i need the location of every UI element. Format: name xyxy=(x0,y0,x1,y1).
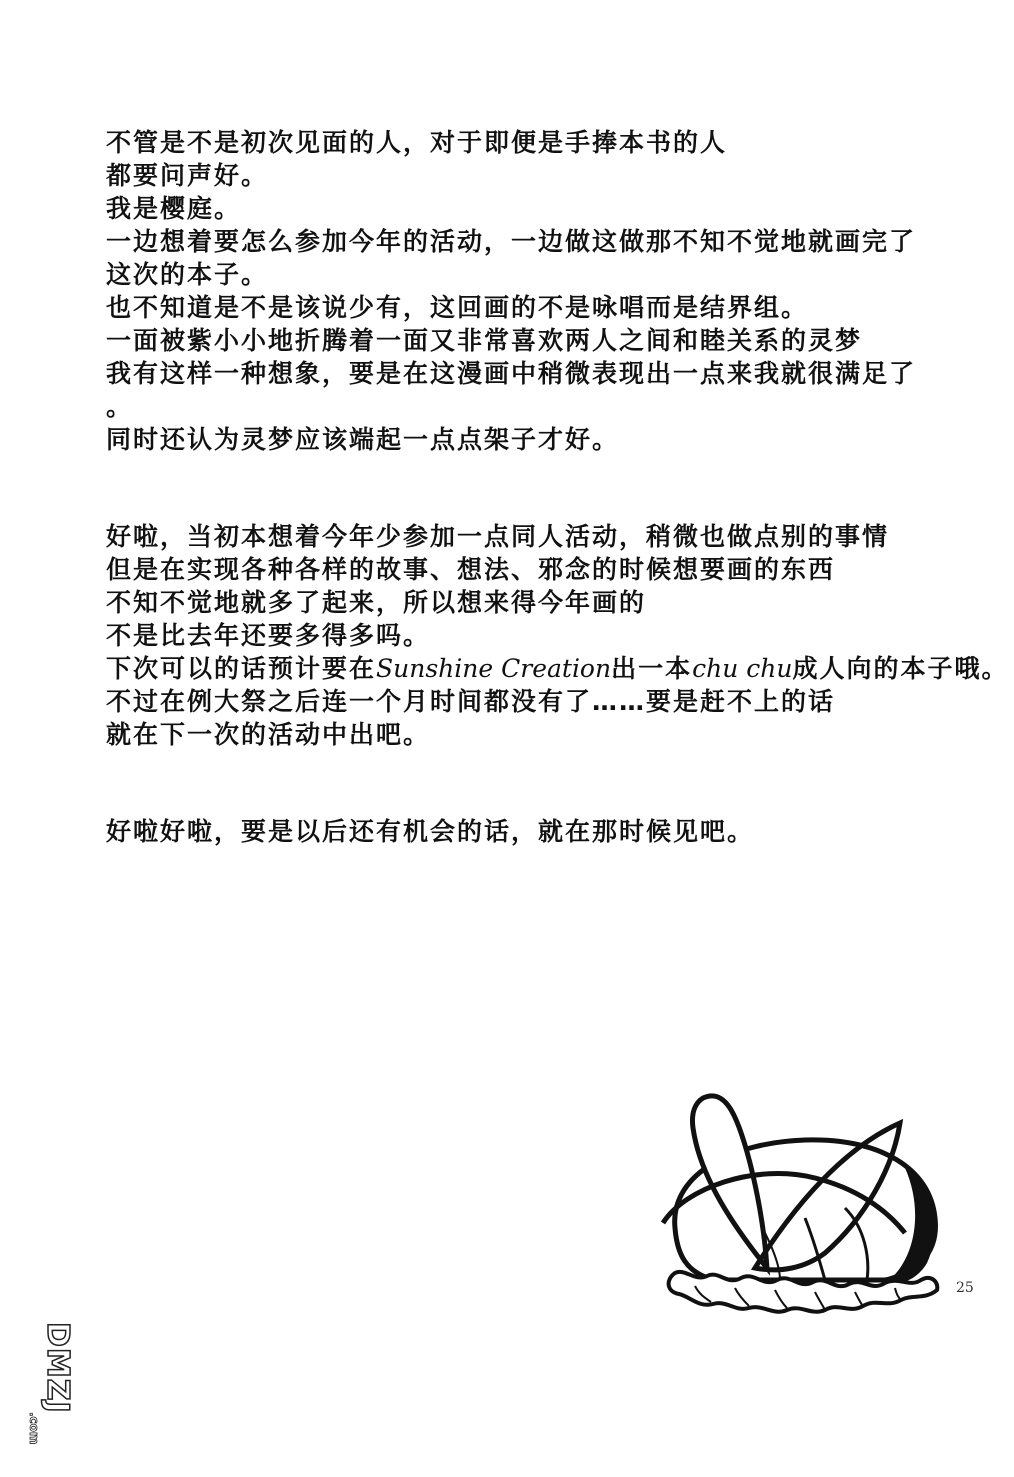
text-segment: 下次可以的话预计要在 xyxy=(106,654,377,683)
text-segment: 成人向的本子哦。 xyxy=(792,654,1009,683)
site-watermark-logo xyxy=(12,1320,75,1450)
paragraph-3 xyxy=(106,815,996,848)
text-line: 我是樱庭。 xyxy=(106,194,242,223)
text-line: 这次的本子。 xyxy=(106,260,269,289)
paragraph-2 xyxy=(106,520,1009,751)
watermark-logo-text: DMZJ xyxy=(40,1322,75,1414)
book-title: chu chu xyxy=(692,654,793,683)
text-segment: 出一本 xyxy=(611,654,693,683)
paragraph-1 xyxy=(106,126,996,456)
paragraph-spacer xyxy=(106,751,996,815)
text-line: 不知不觉地就多了起来，所以想来得今年画的 xyxy=(106,588,647,617)
text-line: 但是在实现各种各样的故事、想法、邪念的时候想要画的东西 xyxy=(106,555,836,584)
mob-cap-illustration xyxy=(655,1068,945,1323)
paragraph-spacer xyxy=(106,456,996,520)
text-line: 就在下一次的活动中出吧。 xyxy=(106,720,431,749)
page-number: 25 xyxy=(956,1280,974,1296)
text-line: 同时还认为灵梦应该端起一点点架子才好。 xyxy=(106,425,620,454)
text-line: 一面被紫小小地折腾着一面又非常喜欢两人之间和睦关系的灵梦 xyxy=(106,326,863,355)
text-line-mixed xyxy=(106,652,1009,685)
text-line: 好啦，当初本想着今年少参加一点同人活动，稍微也做点别的事情 xyxy=(106,522,890,551)
watermark-site-text: .com xyxy=(27,1412,41,1445)
text-line: 都要问声好。 xyxy=(106,161,269,190)
event-name: Sunshine Creation xyxy=(376,654,612,683)
text-line: 我有这样一种想象，要是在这漫画中稍微表现出一点来我就很满足了 xyxy=(106,359,917,388)
text-line: 。 xyxy=(106,392,134,421)
text-line: 一边想着要怎么参加今年的活动，一边做这做那不知不觉地就画完了 xyxy=(106,227,917,256)
text-line: 好啦好啦，要是以后还有机会的话，就在那时候见吧。 xyxy=(106,817,755,846)
text-line: 不管是不是初次见面的人，对于即便是手捧本书的人 xyxy=(106,128,728,157)
text-line: 也不知道是不是该说少有，这回画的不是咏唱而是结界组。 xyxy=(106,293,809,322)
afterword-text xyxy=(106,126,1009,848)
text-line: 不过在例大祭之后连一个月时间都没有了……要是赶不上的话 xyxy=(106,687,836,716)
text-line: 不是比去年还要多得多吗。 xyxy=(106,621,431,650)
